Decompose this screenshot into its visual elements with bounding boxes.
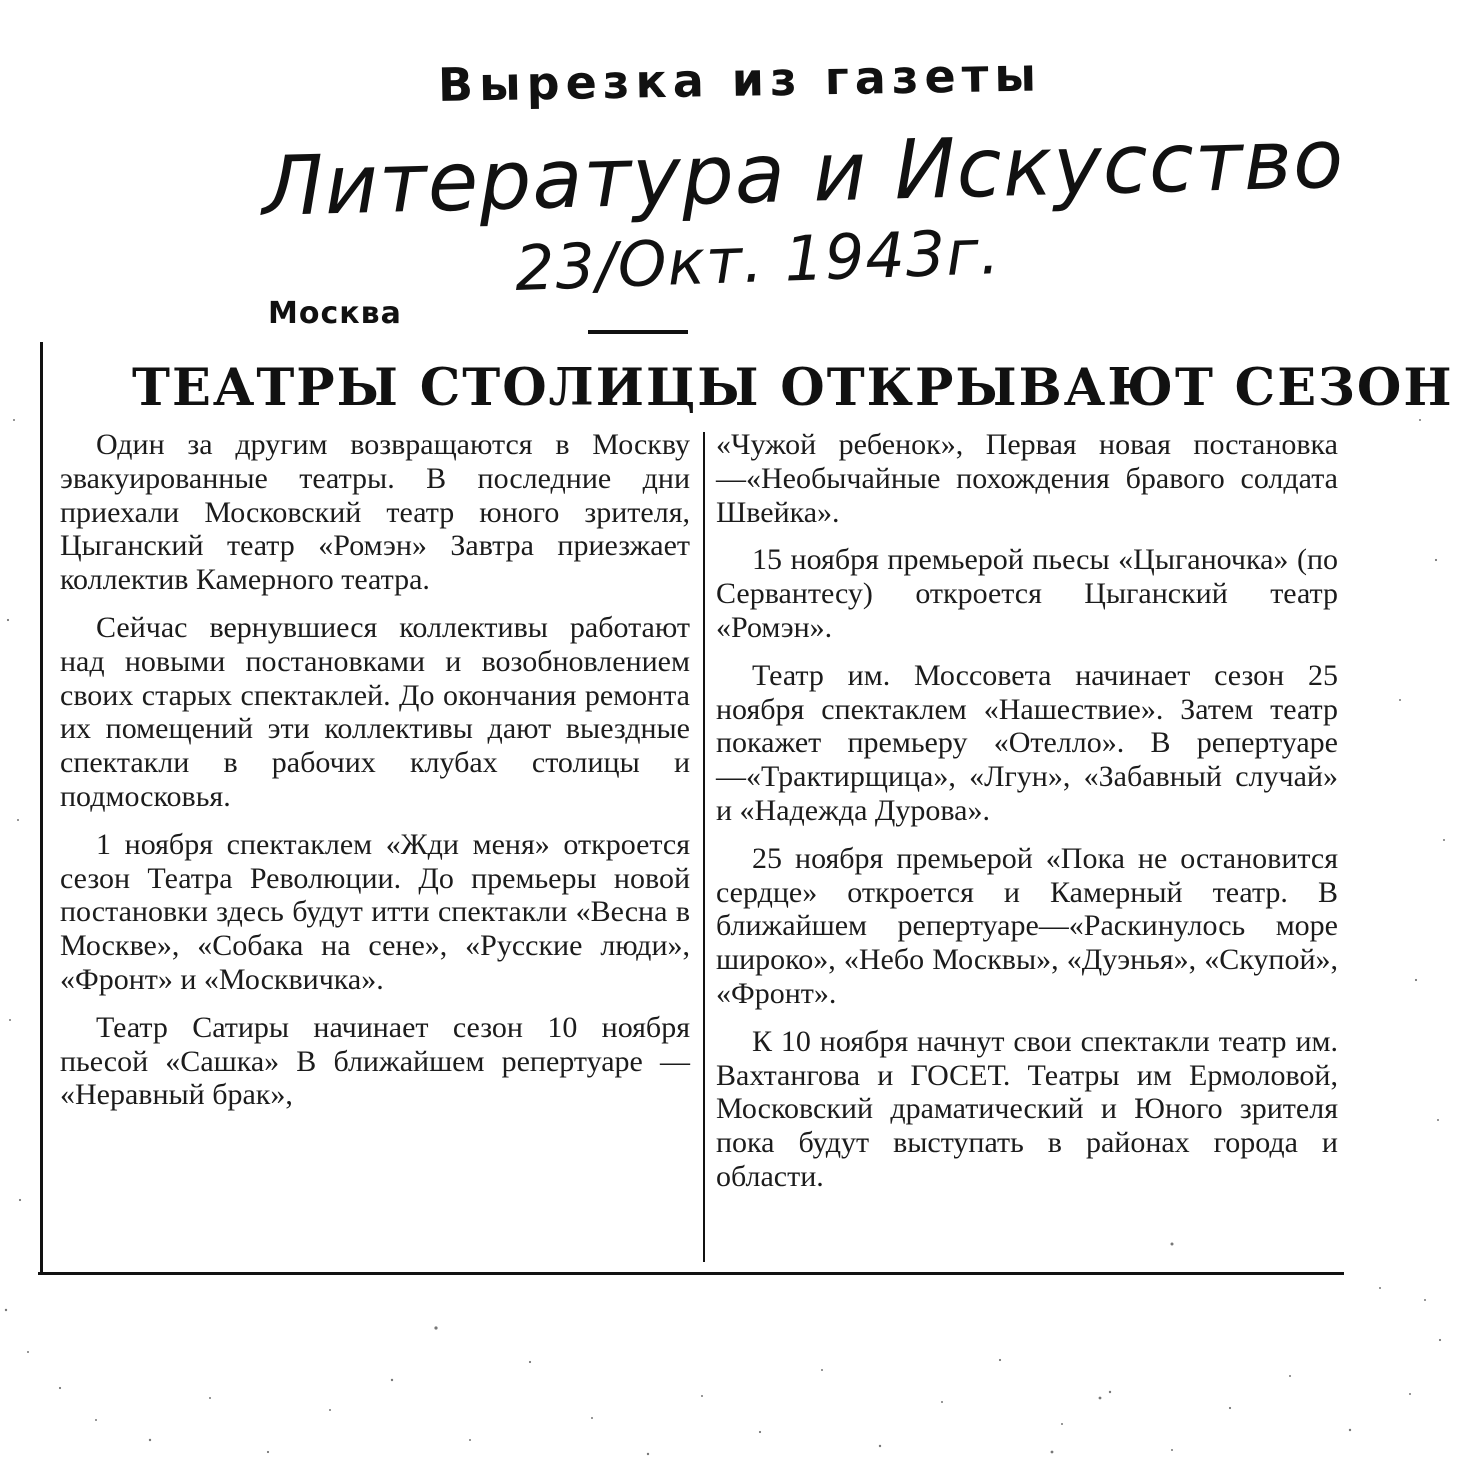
article-paragraph: 15 ноября премьерой пьесы «Цыганочка» (по Сервантесу) откроется Цыганский театр «Ромэн». [716,543,1338,644]
article-paragraph: Театр Сатиры начинает сезон 10 ноября пьесой «Сашка» В ближайшем репертуаре — «Неравный брак», [60,1010,690,1112]
clipping-bottom-border [38,1272,1344,1275]
article-paragraph: К 10 ноября начнут свои спектакли театр им. Вахтангова и ГОСЕТ. Театры им Ермоловой, Московский драматический и Юного зрителя пока будут выступать в районах города и области. [716,1024,1338,1193]
handwritten-city: Москва [268,296,402,331]
handwritten-date: 23/Окт. 1943г. [513,215,1002,305]
article-left-column [60,428,690,1126]
handwritten-newspaper-name: Литература и Искусство [260,111,1346,235]
article-headline: ТЕАТРЫ СТОЛИЦЫ ОТКРЫВАЮТ СЕЗОН [132,358,1454,418]
article-paragraph: Один за другим возвращаются в Москву эвакуированные театры. В последние дни приехали Московский театр юного зрителя, Цыганский театр «Ромэн» Завтра приезжает коллектив Камерного театра. [60,428,690,597]
article-paragraph: 1 ноября спектаклем «Жди меня» откроется сезон Театра Революции. До премьеры новой постановки здесь будут итти спектакли «Весна в Москве», «Собака на сене», «Русские люди», «Фронт» и «Москвичка». [60,827,690,996]
top-divider [588,330,688,334]
article-paragraph: Театр им. Моссовета начинает сезон 25 ноября спектаклем «Нашествие». Затем театр покажет премьеру «Отелло». В репертуаре—«Трактирщица», «Лгун», «Забавный случай» и «Надежда Дурова». [716,658,1338,827]
article-paragraph: «Чужой ребенок», Первая новая постановка—«Необычайные похождения бравого солдата Швейка». [716,428,1338,529]
clipping-left-border [40,342,43,1274]
article-paragraph: 25 ноября премьерой «Пока не остановится сердце» откроется и Камерный театр. В ближайшем репертуаре—«Раскинулось море широко», «Небо Москвы», «Дуэнья», «Скупой», «Фронт». [716,841,1338,1010]
handwritten-source-label: Вырезка из газеты [437,47,1043,112]
column-divider [703,432,705,1262]
article-paragraph: Сейчас вернувшиеся коллективы работают над новыми постановками и возобновлением своих старых спектаклей. До окончания ремонта их помещений эти коллективы дают выездные спектакли в рабочих клубах столицы и подмосковья. [60,610,690,813]
article-right-column [716,428,1338,1208]
